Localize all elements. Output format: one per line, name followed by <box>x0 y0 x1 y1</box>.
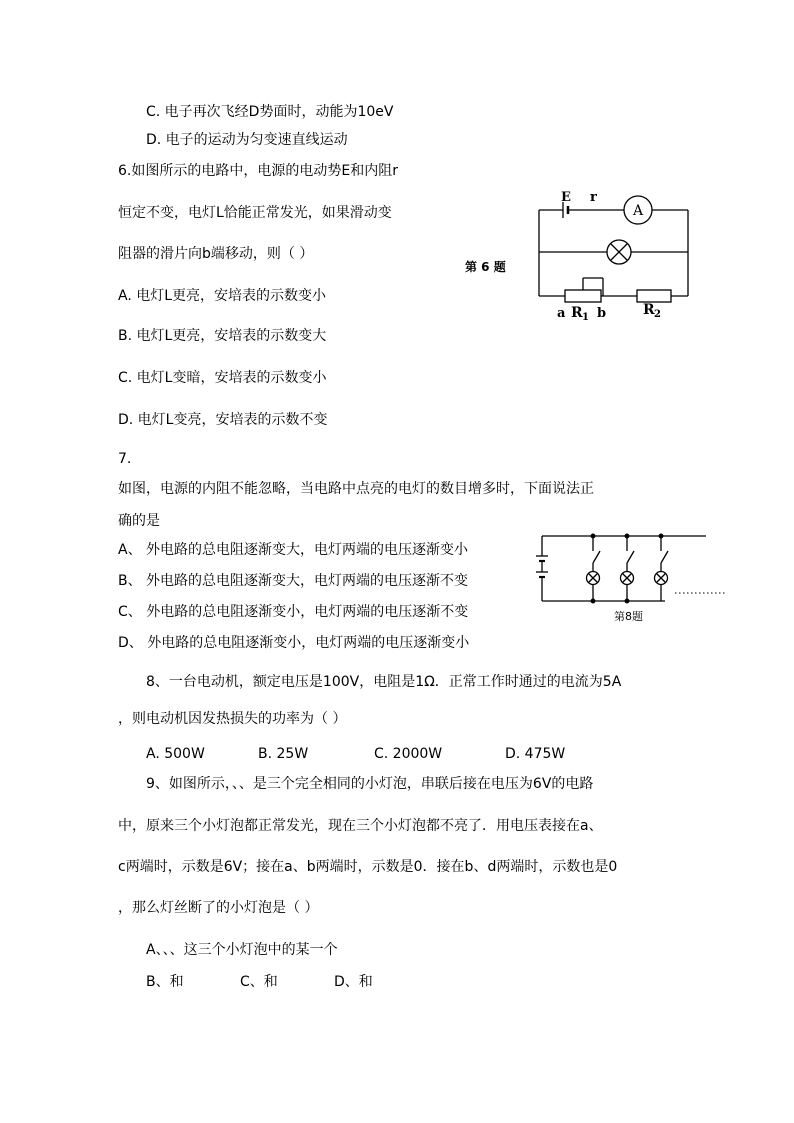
q8-option-a: A. 500W <box>146 746 205 762</box>
q7-option-a: A、 外电路的总电阻逐渐变大，电灯两端的电压逐渐变小 <box>118 542 469 558</box>
q6-option-c: C. 电灯L变暗，安培表的示数变小 <box>118 370 327 386</box>
q7-option-b: B、 外电路的总电阻逐渐变大，电灯两端的电压逐渐不变 <box>118 573 469 589</box>
q6-option-a: A. 电灯L更亮，安培表的示数变小 <box>118 288 327 304</box>
lamp-icon <box>607 240 631 264</box>
label-r2-subscript: 2 <box>654 309 661 320</box>
figure-caption-8: 第8题 <box>614 610 643 623</box>
q9-stem-line-3: c两端时，示数是6V；接在a、b两端时，示数是0．接在b、d两端时，示数也是0 <box>118 859 618 875</box>
label-internal-resistance: r <box>590 190 597 205</box>
q9-option-d: D、和 <box>334 974 373 990</box>
q6-option-d: D. 电灯L变亮，安培表的示数不变 <box>118 412 328 428</box>
label-r2: R <box>643 302 655 318</box>
ammeter-icon <box>624 196 652 224</box>
q8-stem-line-1: 8、一台电动机，额定电压是100V，电阻是1Ω．正常工作时通过的电流为5A <box>146 674 622 690</box>
svg-text:A: A <box>632 203 644 219</box>
q9-stem-line-2: 中，原来三个小灯泡都正常发光，现在三个小灯泡都不亮了．用电压表接在a、 <box>118 818 603 834</box>
figure-caption-6: 第 6 题 <box>465 260 506 274</box>
q8-option-c: C. 2000W <box>374 746 443 762</box>
q9-option-c: C、和 <box>240 974 278 990</box>
q7-option-d: D、 外电路的总电阻逐渐变小，电灯两端的电压逐渐变小 <box>118 635 470 651</box>
lamp-branch-1 <box>587 534 601 603</box>
q7-number: 7. <box>118 451 132 467</box>
label-end-b: b <box>597 306 607 321</box>
label-r1: R <box>571 305 583 321</box>
q6-stem-line-3: 阻器的滑片向b端移动，则（ ） <box>118 246 314 262</box>
q9-option-b: B、和 <box>146 974 184 990</box>
q9-option-a: A、、、这三个小灯泡中的某一个 <box>146 942 338 958</box>
label-end-a: a <box>557 306 566 321</box>
q7-circuit-diagram <box>530 528 730 624</box>
q7-stem-line-2: 确的是 <box>118 513 160 529</box>
label-r1-subscript: 1 <box>582 312 589 323</box>
q6-stem-line-2: 恒定不变，电灯L恰能正常发光，如果滑动变 <box>118 205 392 221</box>
q8-option-b: B. 25W <box>258 746 309 762</box>
q9-stem-line-1: 9、如图所示，、、是三个完全相同的小灯泡，串联后接在电压为6V的电路 <box>146 776 594 792</box>
lamp-branch-3 <box>655 534 669 601</box>
q7-stem-line-1: 如图，电源的内阻不能忽略，当电路中点亮的电灯的数目增多时，下面说法正 <box>118 481 594 497</box>
label-emf: E <box>561 190 571 205</box>
q5-option-c: C. 电子再次飞经D势面时，动能为10eV <box>146 104 394 120</box>
q8-stem-line-2: ，则电动机因发热损失的功率为（ ） <box>118 711 347 727</box>
q6-option-b: B. 电灯L更亮，安培表的示数变大 <box>118 328 327 344</box>
q6-stem-line-1: 6.如图所示的电路中，电源的电动势E和内阻r <box>118 163 398 179</box>
q7-option-c: C、 外电路的总电阻逐渐变小，电灯两端的电压逐渐不变 <box>118 604 469 620</box>
q9-stem-line-4: ，那么灯丝断了的小灯泡是（ ） <box>118 900 319 916</box>
q8-option-d: D. 475W <box>505 746 566 762</box>
lamp-branch-2 <box>621 534 635 603</box>
q5-option-d: D. 电子的运动为匀变速直线运动 <box>146 132 348 148</box>
q6-circuit-diagram <box>455 186 705 323</box>
